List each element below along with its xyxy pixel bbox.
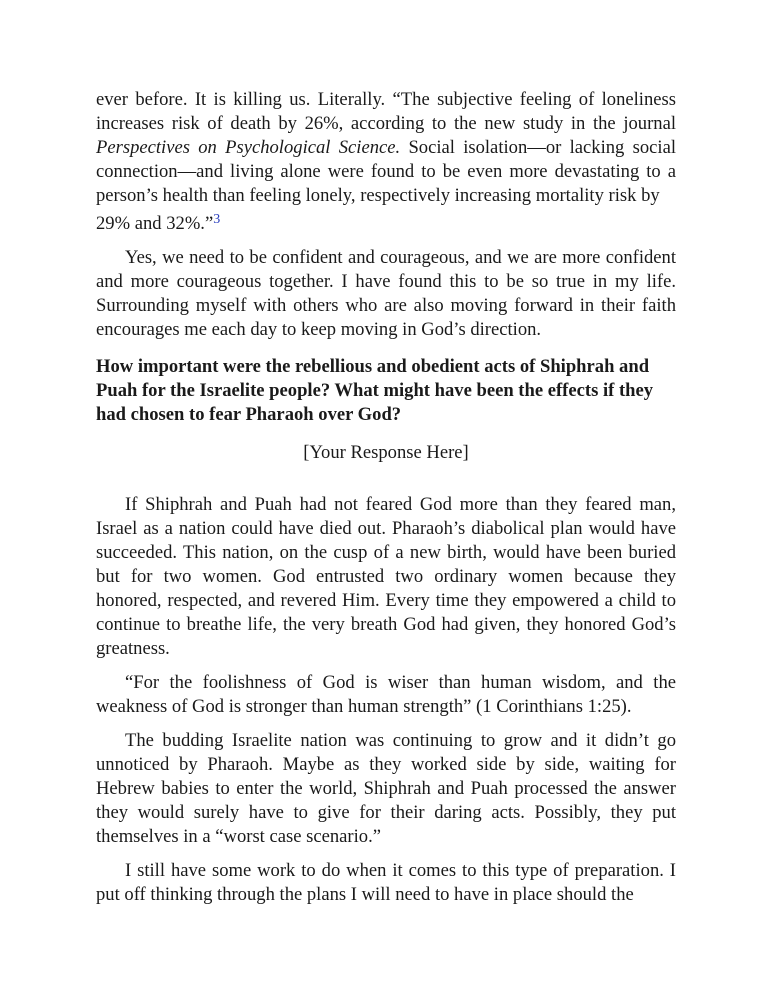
journal-title: Perspectives on Psychological Science. bbox=[96, 137, 401, 158]
paragraph-israelite-nation: The budding Israelite nation was continuing to grow and it didn’t go unnoticed by Pharaoh. Maybe as they worked side by side, waiting for Hebrew babies to enter the world, Shiphrah and Puah processed the answer they would surely have to give for their daring acts. Possibly, they put themselves in a “worst case scenario.” bbox=[96, 730, 676, 847]
scripture-quote: “For the foolishness of God is wiser than human wisdom, and the weakness of God is stronger than human strength” (1 Corinthians 1:25). bbox=[96, 672, 676, 717]
paragraph-text: 29% and 32%.” bbox=[96, 213, 214, 234]
paragraph-confident-courageous: Yes, we need to be confident and courageous, and we are more confident and more courageous together. I have found this to be so true in my life. Surrounding myself with others who are also moving forward in their faith encourages me each day to keep moving in God’s direction. bbox=[96, 247, 676, 340]
footnote-marker[interactable]: 3 bbox=[213, 212, 221, 227]
paragraph-last-line bbox=[96, 212, 676, 236]
document-page bbox=[96, 88, 676, 907]
paragraph-loneliness-study bbox=[96, 88, 676, 236]
paragraph-preparation: I still have some work to do when it comes to this type of preparation. I put off thinking through the plans I will need to have in place should the bbox=[96, 860, 676, 905]
paragraph-text: Social isolation—or lacking social connection—and living alone were found to be even more devastating to a person’s health than feeling lonely, respectively increasing mortality risk by bbox=[96, 137, 676, 206]
paragraph-shiphrah-puah: If Shiphrah and Puah had not feared God more than they feared man, Israel as a nation could have died out. Pharaoh’s diabolical plan would have succeeded. This nation, on the cusp of a new birth, would have been buried but for two women. God entrusted two ordinary women because they honored, respected, and revered Him. Every time they empowered a child to continue to breathe life, the very breath God had given, they honored God’s greatness. bbox=[96, 494, 676, 659]
reflection-question: How important were the rebellious and obedient acts of Shiphrah and Puah for the Israelite people? What might have been the effects if they had chosen to fear Pharaoh over God? bbox=[96, 356, 654, 425]
response-placeholder: [Your Response Here] bbox=[303, 442, 469, 463]
paragraph-text: ever before. It is killing us. Literally. “The subjective feeling of loneliness increases risk of death by 26%, according to the new study in the journal bbox=[96, 89, 676, 134]
